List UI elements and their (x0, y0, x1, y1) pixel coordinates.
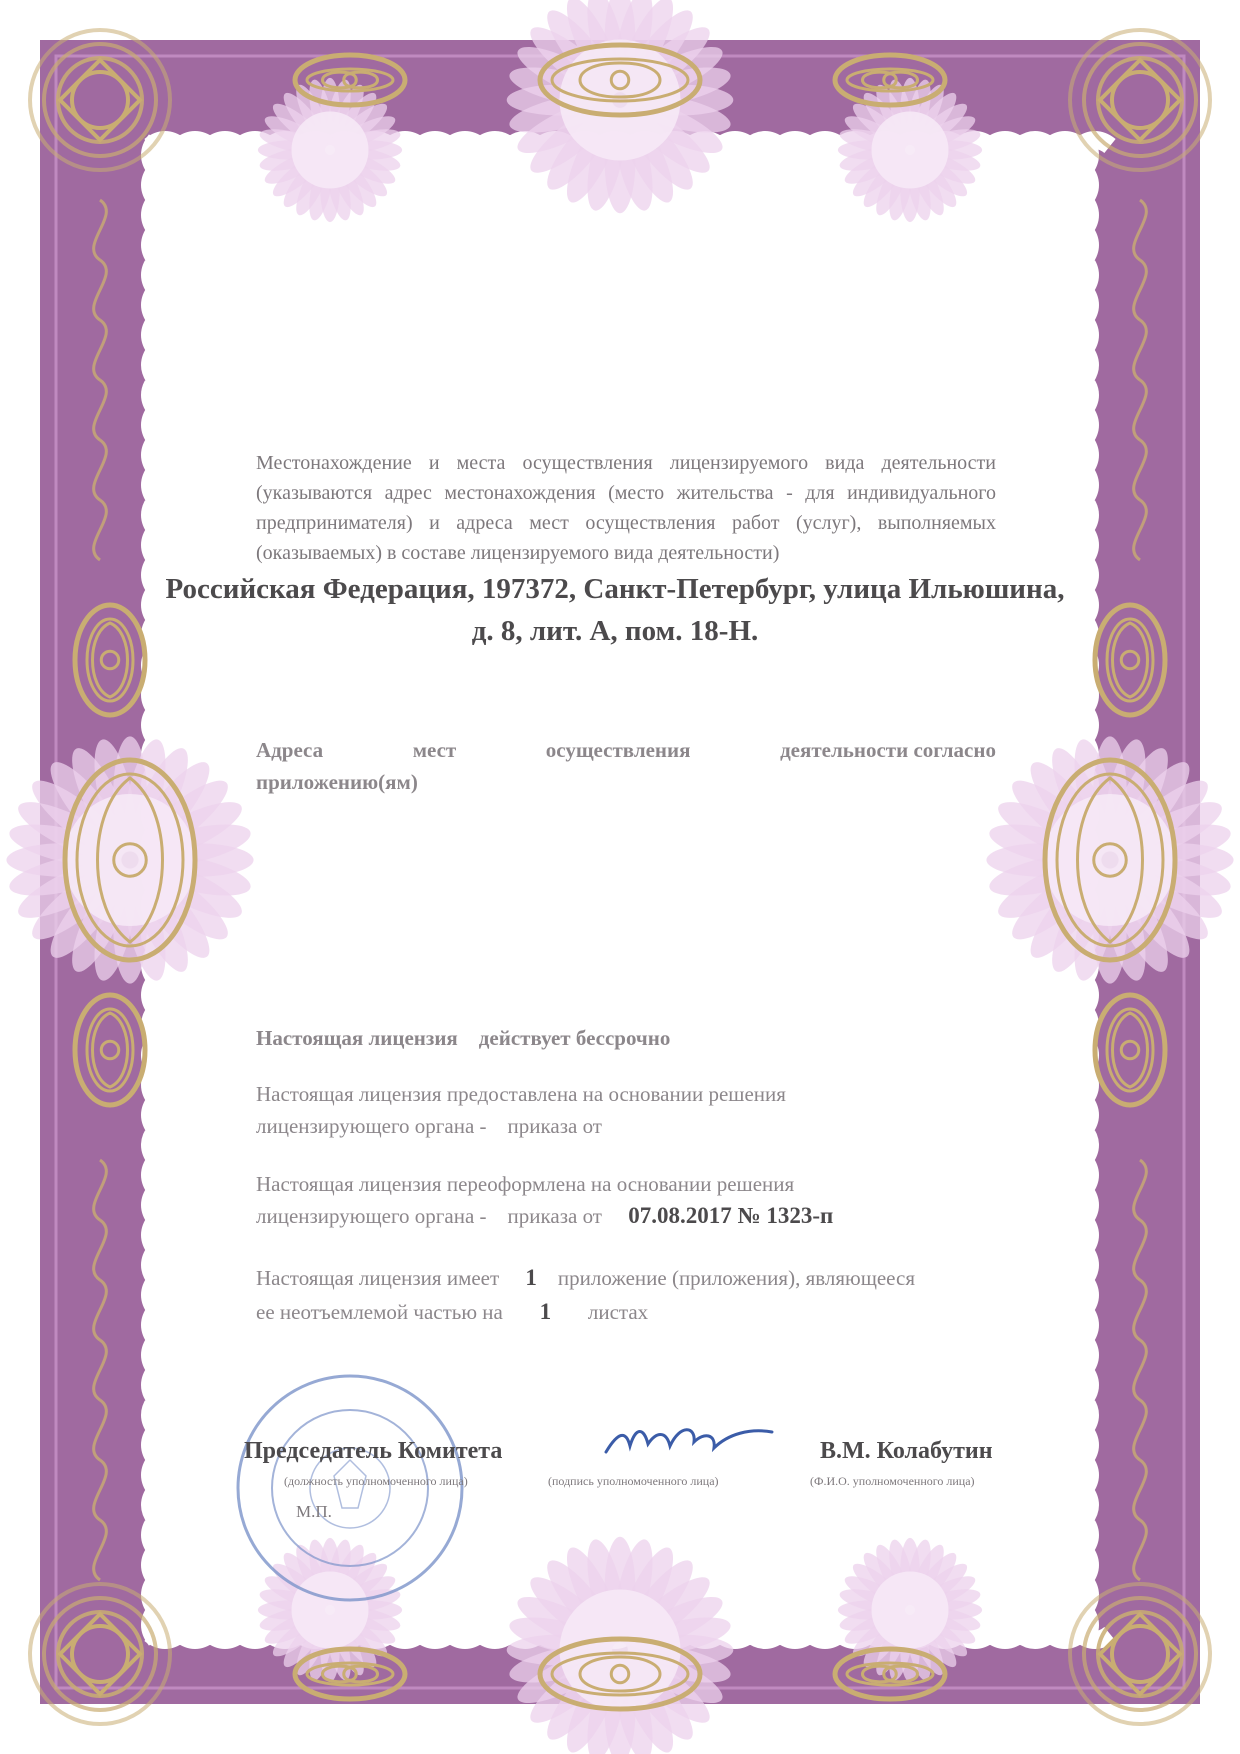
handwritten-signature (600, 1412, 780, 1472)
appendix-line-2 (256, 1296, 648, 1328)
validity-value: действует бессрочно (478, 1026, 671, 1050)
places-word-4: деятельности согласно (780, 738, 996, 762)
validity-label: Настоящая лицензия (256, 1026, 458, 1050)
reissued-order: приказа от (507, 1204, 602, 1228)
places-of-activity (256, 734, 996, 798)
appendix-count: 1 (525, 1265, 537, 1290)
places-word-2: мест (412, 738, 457, 762)
reissued-line-1: Настоящая лицензия переоформлена на основании решения (256, 1172, 795, 1196)
granted-authority: лицензирующего органа - (256, 1114, 487, 1138)
signatory-name: В.М. Колабутин (820, 1438, 993, 1464)
appendix-suffix: приложение (приложения), являющееся (557, 1266, 916, 1290)
stamp-place-mark: М.П. (296, 1502, 332, 1521)
signature-caption: (подпись уполномоченного лица) (548, 1474, 719, 1488)
location-caption: Местонахождение и места осуществления лицензируемого вида деятельности (указываются адрес местонахождения (место жительства - для индивидуального предпринимателя) и адреса мест осуществления работ (услуг), выполняемых (оказываемых) в составе лицензируемого вида деятельности) (256, 452, 996, 564)
reissued-authority: лицензирующего органа - (256, 1204, 487, 1228)
address-line-2: д. 8, лит. А, пом. 18-Н. (471, 615, 759, 647)
appendix-sheets-prefix: ее неотъемлемой частью на (256, 1300, 503, 1324)
places-word-1: Адреса (256, 738, 324, 762)
address-line-1: Российская Федерация, 197372, Санкт-Петербург, улица Ильюшина, (165, 573, 1065, 605)
places-line-2: приложению(ям) (256, 770, 418, 794)
license-address (150, 568, 1080, 652)
granted-order: приказа от (507, 1114, 602, 1138)
granted-line-1: Настоящая лицензия предоставлена на основании решения (256, 1082, 786, 1106)
title-caption: (должность уполномоченного лица) (284, 1474, 468, 1488)
name-caption: (Ф.И.О. уполномоченного лица) (810, 1474, 975, 1488)
appendix-prefix: Настоящая лицензия имеет (256, 1266, 500, 1290)
validity-statement (256, 1022, 670, 1054)
signatory-title: Председатель Комитета (244, 1438, 503, 1464)
granted-line-2 (256, 1110, 602, 1142)
sheets-label: листах (587, 1300, 649, 1324)
places-word-3: осуществления (545, 738, 691, 762)
sheets-count: 1 (539, 1299, 552, 1324)
appendix-line-1 (256, 1262, 915, 1294)
reissued-line-2 (256, 1200, 833, 1232)
reissued-date-number: 07.08.2017 № 1323-п (628, 1203, 834, 1228)
